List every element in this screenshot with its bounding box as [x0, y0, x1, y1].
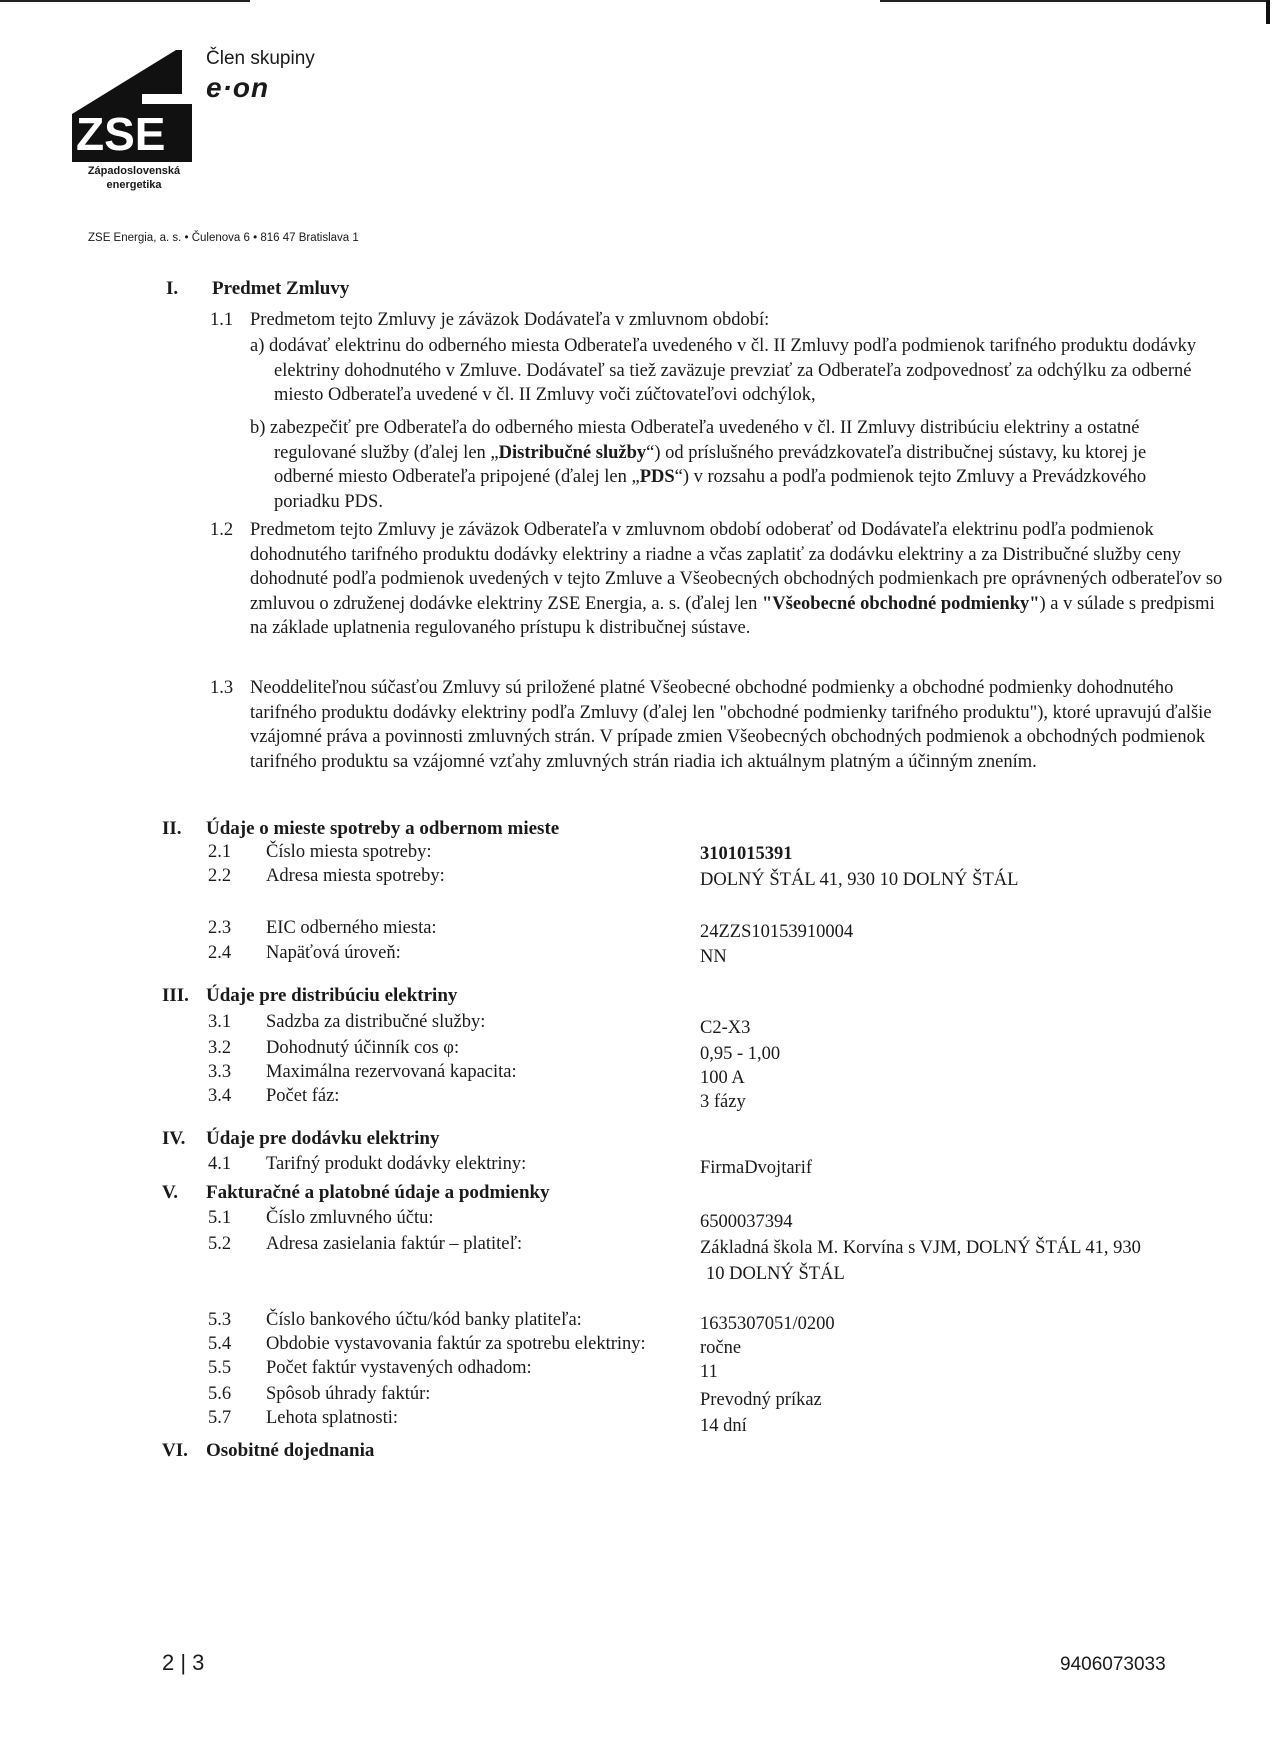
- row-number: 5.6: [208, 1384, 232, 1404]
- row-value: NN: [700, 947, 727, 967]
- logo-letters: ZSE: [76, 108, 166, 160]
- row-value: 3 fázy: [700, 1092, 746, 1112]
- row-number: 3.4: [208, 1086, 232, 1106]
- p12-bold: "Všeobecné obchodné podmienky": [761, 593, 1040, 614]
- page-number: 2 | 3: [162, 1650, 205, 1675]
- row-value: 6500037394: [700, 1212, 793, 1232]
- row-value: FirmaDvojtarif: [700, 1158, 813, 1178]
- row-label: Číslo zmluvného účtu:: [266, 1208, 434, 1228]
- p12-text-1: Predmetom tejto Zmluvy je záväzok Odberateľa v zmluvnom období odoberať od Dodávateľa elektrinu podľa podmienok dohodnutého tarifného produktu dodávky elektriny a riadne a včas zaplatiť za dodávku elektriny a za Distribučné služby ceny dohodnuté podľa podmienok uvedených v tejto Zmluve a Všeobecných obchodných podmienkach pre oprávnených odberateľov so zmluvou o združenej dodávke elektriny ZSE Energia, a. s. (ďalej len: [250, 520, 1223, 614]
- row-number: 5.4: [208, 1334, 232, 1354]
- paragraph-number: 1.2: [210, 520, 234, 540]
- scan-edge-corner: [1266, 0, 1270, 24]
- row-label: Počet fáz:: [266, 1086, 340, 1106]
- scan-edge-top-right: [880, 0, 1270, 2]
- section-number: II.: [162, 818, 182, 839]
- section-title: Údaje pre distribúciu elektriny: [206, 985, 458, 1006]
- row-number: 2.3: [208, 918, 232, 938]
- row-number: 2.2: [208, 866, 232, 886]
- row-label: Spôsob úhrady faktúr:: [266, 1384, 431, 1404]
- section-title: Predmet Zmluvy: [212, 278, 350, 299]
- row-label: Adresa miesta spotreby:: [266, 866, 445, 886]
- paragraph-1-1-b: [250, 416, 1210, 514]
- row-value: 1635307051/0200: [700, 1314, 835, 1334]
- row-label: Počet faktúr vystavených odhadom:: [266, 1358, 532, 1378]
- section-number: VI.: [162, 1440, 188, 1461]
- row-label: Adresa zasielania faktúr – platiteľ:: [266, 1234, 523, 1254]
- row-number: 5.2: [208, 1234, 232, 1254]
- paragraph-number: 1.1: [210, 310, 234, 330]
- row-number: 3.3: [208, 1062, 232, 1082]
- member-line: Člen skupiny: [206, 48, 315, 69]
- zse-logo-icon: [72, 50, 192, 162]
- logo-subtitle: [64, 164, 204, 192]
- section-title: Fakturačné a platobné údaje a podmienky: [206, 1182, 550, 1203]
- row-value: 3101015391: [700, 844, 793, 864]
- zse-logo: [72, 50, 192, 162]
- row-label: Obdobie vystavovania faktúr za spotrebu elektriny:: [266, 1334, 646, 1354]
- row-number: 2.1: [208, 842, 232, 862]
- p11b-bold-1: Distribučné služby: [498, 442, 647, 463]
- row-value: ročne: [700, 1338, 742, 1358]
- row-value: C2-X3: [700, 1018, 751, 1038]
- p11b-bold-2: PDS: [639, 467, 675, 487]
- section-number: V.: [162, 1182, 179, 1203]
- document-id: 9406073033: [1060, 1654, 1166, 1675]
- row-value: Základná škola M. Korvína s VJM, DOLNÝ ŠTÁL 41, 930: [700, 1238, 1141, 1258]
- section-number: III.: [162, 985, 189, 1006]
- section-number: I.: [166, 278, 179, 299]
- row-label: Dohodnutý účinník cos φ:: [266, 1038, 460, 1058]
- eon-brand: e·on: [206, 72, 270, 103]
- section-title: Údaje pre dodávku elektriny: [206, 1128, 440, 1149]
- row-label: Tarifný produkt dodávky elektriny:: [266, 1154, 527, 1174]
- p11b-text-1: b) zabezpečiť pre Odberateľa do odberného miesta Odberateľa uvedeného v čl. II Zmluvy distribúciu elektriny a ostatné regulované služby (ďalej len „: [250, 418, 1140, 463]
- paragraph-1-1: Predmetom tejto Zmluvy je záväzok Dodávateľa v zmluvnom období:: [250, 310, 770, 330]
- row-value: 0,95 - 1,00: [700, 1044, 781, 1064]
- logo-subtitle-line2: energetika: [106, 179, 162, 191]
- paragraph-1-2: [250, 518, 1230, 641]
- row-value: 11: [700, 1362, 718, 1382]
- p12-text-2: ) a v súlade s predpismi na základe uplatnenia regulovaného prístupu k distribučnej sústave.: [250, 593, 1215, 638]
- section-title: Osobitné dojednania: [206, 1440, 375, 1461]
- row-value: 14 dní: [700, 1416, 747, 1436]
- row-number: 2.4: [208, 943, 232, 963]
- row-value-continued: 10 DOLNÝ ŠTÁL: [706, 1264, 845, 1284]
- row-number: 5.1: [208, 1208, 232, 1228]
- p11b-text-3: “) v rozsahu a podľa podmienok tejto Zmluvy a Prevádzkového poriadku PDS.: [274, 467, 1147, 512]
- row-label: EIC odberného miesta:: [266, 918, 437, 938]
- scan-edge-top-left: [0, 0, 250, 2]
- paragraph-1-3: Neoddeliteľnou súčasťou Zmluvy sú priložené platné Všeobecné obchodné podmienky a obchodné podmienky dohodnutého tarifného produktu dodávky elektriny podľa Zmluvy (ďalej len "obchodné podmienky tarifného produktu"), ktoré upravujú ďalšie vzájomné práva a povinnosti zmluvných strán. V prípade zmien Všeobecných obchodných podmienok a obchodných podmienok tarifného produktu sa vzájomné vzťahy zmluvných strán riadia ich aktuálnym platným a účinným znením.: [250, 678, 1212, 772]
- row-number: 4.1: [208, 1154, 232, 1174]
- row-label: Lehota splatnosti:: [266, 1408, 399, 1428]
- row-value: 100 A: [700, 1068, 745, 1088]
- row-label: Sadzba za distribučné služby:: [266, 1012, 486, 1032]
- row-number: 3.2: [208, 1038, 232, 1058]
- row-value: DOLNÝ ŠTÁL 41, 930 10 DOLNÝ ŠTÁL: [700, 870, 1019, 890]
- paragraph-1-1-a: a) dodávať elektrinu do odberného miesta Odberateľa uvedeného v čl. II Zmluvy podľa podmienok tarifného produktu dodávky elektriny dohodnutého v Zmluve. Dodávateľ sa tiež zaväzuje prevziať za Odberateľa zodpovednosť za odchýlku za odberné miesto Odberateľa uvedené v čl. II Zmluvy voči zúčtovateľovi odchýlok,: [250, 336, 1197, 405]
- row-label: Číslo miesta spotreby:: [266, 842, 432, 862]
- section-number: IV.: [162, 1128, 186, 1149]
- row-number: 3.1: [208, 1012, 232, 1032]
- paragraph-number: 1.3: [210, 678, 234, 698]
- row-value: 24ZZS10153910004: [700, 922, 854, 942]
- company-address: ZSE Energia, a. s. • Čulenova 6 • 816 47 Bratislava 1: [88, 232, 359, 244]
- row-number: 5.7: [208, 1408, 232, 1428]
- row-number: 5.3: [208, 1310, 232, 1330]
- row-number: 5.5: [208, 1358, 232, 1378]
- p11b-text-2: “) od príslušného prevádzkovateľa distribučnej sústavy, ku ktorej je odberné miesto Odberateľa pripojené (ďalej len „: [274, 442, 1147, 487]
- row-label: Číslo bankového účtu/kód banky platiteľa:: [266, 1310, 582, 1330]
- logo-subtitle-line1: Západoslovenská: [87, 165, 181, 177]
- row-value: Prevodný príkaz: [700, 1390, 822, 1410]
- section-title: Údaje o mieste spotreby a odbernom mieste: [206, 818, 560, 839]
- row-label: Maximálna rezervovaná kapacita:: [266, 1062, 517, 1082]
- row-label: Napäťová úroveň:: [266, 943, 401, 963]
